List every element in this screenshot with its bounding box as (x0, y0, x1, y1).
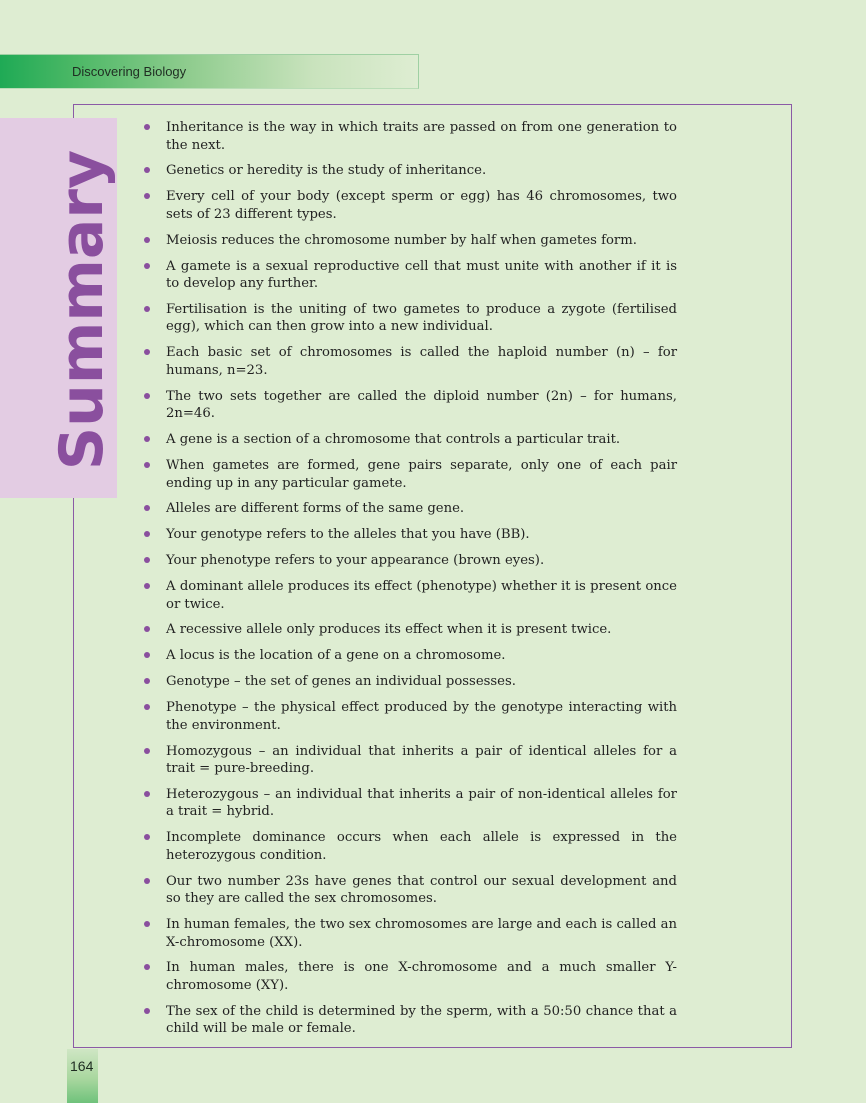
list-item (142, 647, 677, 665)
list-item-text: Phenotype – the physical effect produced by the genotype interacting with the environment. (166, 700, 677, 733)
bullet-dot-icon (144, 505, 150, 511)
list-item (142, 188, 677, 223)
list-item-text: Genotype – the set of genes an individual possesses. (166, 674, 516, 690)
list-item-text: Every cell of your body (except sperm or egg) has 46 chromosomes, two sets of 23 different types. (166, 189, 677, 222)
list-item (142, 743, 677, 778)
list-item-text: The sex of the child is determined by the sperm, with a 50:50 chance that a child will be male or female. (166, 1003, 677, 1037)
bullet-dot-icon (144, 791, 150, 797)
bullet-dot-icon (144, 306, 150, 312)
list-item-text: Alleles are different forms of the same gene. (166, 501, 465, 517)
summary-heading: Summary (47, 149, 117, 471)
list-item (142, 232, 677, 250)
bullet-dot-icon (144, 678, 150, 684)
bullet-dot-icon (144, 349, 150, 355)
bullet-dot-icon (144, 393, 150, 399)
bullet-dot-icon (144, 531, 150, 537)
bullet-dot-icon (144, 704, 150, 710)
list-item (142, 162, 677, 180)
list-item (142, 829, 677, 864)
list-item-text: Each basic set of chromosomes is called the haploid number (n) – for humans, n=23. (166, 345, 677, 378)
bullet-dot-icon (144, 652, 150, 658)
bullet-dot-icon (144, 1008, 150, 1014)
list-item (142, 673, 677, 691)
bullet-dot-icon (144, 557, 150, 563)
list-item-text: A dominant allele produces its effect (phenotype) whether it is present once or twice. (166, 579, 677, 612)
list-item (142, 301, 677, 336)
header-band (0, 54, 419, 89)
bullet-dot-icon (144, 193, 150, 199)
list-item (142, 388, 677, 423)
list-item (142, 699, 677, 734)
list-item-text: Homozygous – an individual that inherits a pair of identical alleles for a trait = pure-breeding. (166, 743, 677, 777)
list-item-text: Our two number 23s have genes that control our sexual development and so they are called the sex chromosomes. (166, 873, 677, 907)
list-item-text: Your phenotype refers to your appearance (brown eyes). (166, 553, 545, 569)
bullet-dot-icon (144, 964, 150, 970)
list-item (142, 500, 677, 518)
running-header-title: Discovering Biology (72, 64, 187, 79)
list-item-text: Fertilisation is the uniting of two gametes to produce a zygote (fertilised egg), which can then grow into a new individual. (166, 301, 677, 335)
bullet-dot-icon (144, 748, 150, 754)
list-item (142, 621, 677, 639)
bullet-dot-icon (144, 124, 150, 130)
bullet-dot-icon (144, 263, 150, 269)
list-item (142, 959, 677, 994)
bullet-dot-icon (144, 878, 150, 884)
list-item (142, 786, 677, 821)
list-item-text: In human males, there is one X-chromosome and a much smaller Y-chromosome (XY). (166, 960, 677, 993)
list-item-text: A gamete is a sexual reproductive cell that must unite with another if it is to develop any further. (166, 258, 677, 292)
list-item (142, 431, 677, 449)
list-item (142, 344, 677, 379)
list-item (142, 119, 677, 154)
list-item-text: Incomplete dominance occurs when each allele is expressed in the heterozygous condition. (166, 830, 677, 863)
list-item (142, 457, 677, 492)
list-item-text: Meiosis reduces the chromosome number by half when gametes form. (166, 232, 637, 248)
list-item (142, 873, 677, 908)
list-item-text: Your genotype refers to the alleles that you have (BB). (166, 527, 530, 543)
bullet-dot-icon (144, 626, 150, 632)
list-item (142, 258, 677, 293)
list-item-text: A locus is the location of a gene on a chromosome. (166, 648, 506, 664)
bullet-dot-icon (144, 167, 150, 173)
list-item (142, 552, 677, 570)
list-item-text: The two sets together are called the diploid number (2n) – for humans, 2n=46. (166, 388, 677, 422)
bullet-dot-icon (144, 583, 150, 589)
list-item-text: Genetics or heredity is the study of inheritance. (166, 163, 487, 179)
bullet-dot-icon (144, 921, 150, 927)
page-number: 164 (70, 1058, 94, 1074)
list-item-text: In human females, the two sex chromosomes are large and each is called an X-chromosome (XX). (166, 917, 677, 950)
bullet-dot-icon (144, 834, 150, 840)
bullet-dot-icon (144, 462, 150, 468)
list-item (142, 916, 677, 951)
list-item-text: When gametes are formed, gene pairs separate, only one of each pair ending up in any particular gamete. (166, 458, 677, 491)
list-item (142, 578, 677, 613)
list-item-text: Heterozygous – an individual that inherits a pair of non-identical alleles for a trait = hybrid. (166, 786, 677, 820)
bullet-dot-icon (144, 436, 150, 442)
summary-list (142, 119, 677, 1046)
list-item-text: Inheritance is the way in which traits are passed on from one generation to the next. (166, 120, 677, 153)
list-item (142, 526, 677, 544)
list-item-text: A recessive allele only produces its effect when it is present twice. (166, 622, 612, 638)
list-item-text: A gene is a section of a chromosome that controls a particular trait. (166, 432, 621, 448)
list-item (142, 1003, 677, 1038)
bullet-dot-icon (144, 237, 150, 243)
